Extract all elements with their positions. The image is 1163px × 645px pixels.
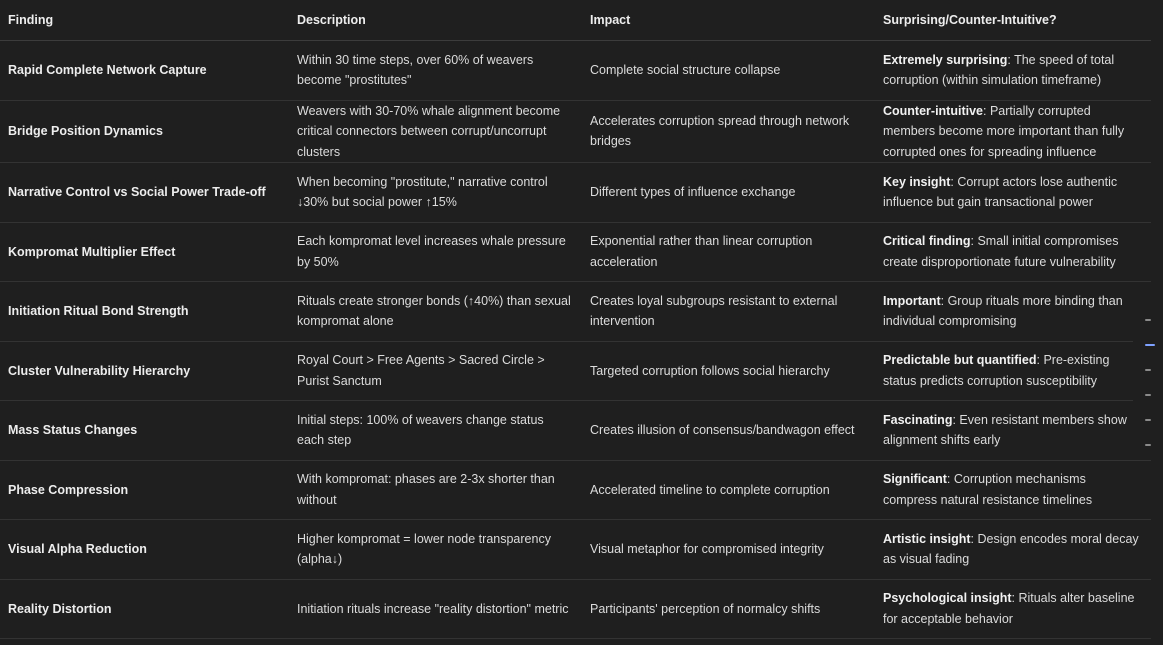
table-row [0,222,1151,282]
description-cell: With kompromat: phases are 2-3x shorter than without [289,460,582,520]
impact-cell: Participants' perception of normalcy shifts [582,579,875,639]
nav-marker[interactable] [1145,419,1151,421]
description-cell: Rituals create stronger bonds (↑40%) than sexual kompromat alone [289,282,582,342]
impact-cell: Targeted corruption follows social hierarchy [582,341,875,401]
surprise-text: : Rituals alter baseline for acceptable behavior [883,591,1135,626]
nav-marker[interactable] [1145,394,1151,396]
table-row [0,100,1151,163]
surprise-label: Counter-intuitive [883,103,983,118]
impact-cell: Creates loyal subgroups resistant to external intervention [582,282,875,342]
surprise-cell [875,100,1151,163]
finding-cell: Phase Compression [0,460,289,520]
table-row [0,520,1151,580]
table-row [0,341,1151,401]
surprise-cell [875,341,1151,401]
impact-cell: Accelerates corruption spread through network bridges [582,100,875,163]
table-row [0,579,1151,639]
surprise-label: Fascinating [883,412,953,427]
header-impact: Impact [582,0,875,41]
impact-cell: Visual metaphor for compromised integrity [582,520,875,580]
surprise-label: Significant [883,472,947,487]
header-finding: Finding [0,0,289,41]
surprise-cell [875,460,1151,520]
surprise-label: Psychological insight [883,591,1012,606]
description-cell: Initial steps: 100% of weavers change status each step [289,401,582,461]
finding-cell: Rapid Complete Network Capture [0,41,289,101]
table-header-row [0,0,1151,41]
finding-cell: Mass Status Changes [0,401,289,461]
surprise-cell [875,579,1151,639]
surprise-text: : Even resistant members show alignment shifts early [883,412,1127,448]
surprise-cell [875,222,1151,282]
surprise-cell [875,163,1151,223]
surprise-label: Predictable but quantified [883,353,1037,368]
description-cell: Weavers with 30-70% whale alignment become critical connectors between corrupt/uncorrupt clusters [289,100,582,163]
nav-marker[interactable] [1145,369,1151,371]
nav-marker[interactable] [1145,444,1151,446]
surprise-cell [875,520,1151,580]
impact-cell: Creates illusion of consensus/bandwagon effect [582,401,875,461]
table-row [0,401,1151,461]
surprise-cell [875,41,1151,101]
surprise-text: : Group rituals more binding than individual compromising [883,293,1123,329]
page-navigator[interactable] [1133,300,1163,450]
header-surprising: Surprising/Counter-Intuitive? [875,0,1151,41]
impact-cell: Different types of influence exchange [582,163,875,223]
surprise-text: : Corruption mechanisms compress natural resistance timelines [883,472,1093,507]
description-cell: Royal Court > Free Agents > Sacred Circle > Purist Sanctum [289,341,582,401]
header-description: Description [289,0,582,41]
description-cell: Initiation rituals increase "reality distortion" metric [289,579,582,639]
finding-cell: Kompromat Multiplier Effect [0,222,289,282]
description-cell: Each kompromat level increases whale pressure by 50% [289,222,582,282]
table-row [0,41,1151,101]
table-row [0,163,1151,223]
surprise-text: : Small initial compromises create disproportionate future vulnerability [883,234,1119,269]
description-cell: When becoming "prostitute," narrative control ↓30% but social power ↑15% [289,163,582,223]
impact-cell: Exponential rather than linear corruption acceleration [582,222,875,282]
finding-cell: Bridge Position Dynamics [0,100,289,163]
finding-cell: Cluster Vulnerability Hierarchy [0,341,289,401]
finding-cell: Visual Alpha Reduction [0,520,289,580]
finding-cell: Narrative Control vs Social Power Trade-off [0,163,289,223]
surprise-text: : Partially corrupted members become more important than fully corrupted ones for spreading influence [883,103,1125,159]
surprise-text: : Design encodes moral decay as visual fading [883,531,1139,567]
finding-cell: Reality Distortion [0,579,289,639]
nav-marker-active[interactable] [1145,344,1155,346]
description-cell: Higher kompromat = lower node transparency (alpha↓) [289,520,582,580]
finding-cell: Initiation Ritual Bond Strength [0,282,289,342]
surprise-cell [875,282,1151,342]
description-cell: Within 30 time steps, over 60% of weavers become "prostitutes" [289,41,582,101]
table-row [0,460,1151,520]
surprise-text: : Pre-existing status predicts corruption susceptibility [883,353,1110,388]
impact-cell: Accelerated timeline to complete corruption [582,460,875,520]
surprise-label: Critical finding [883,234,971,249]
surprise-label: Important [883,293,941,308]
nav-marker[interactable] [1145,319,1151,321]
surprise-label: Extremely surprising [883,52,1008,67]
surprise-text: : The speed of total corruption (within simulation timeframe) [883,52,1115,88]
surprise-text: : Corrupt actors lose authentic influence but gain transactional power [883,174,1118,210]
surprise-label: Key insight [883,174,951,189]
table-row [0,282,1151,342]
impact-cell: Complete social structure collapse [582,41,875,101]
surprise-label: Artistic insight [883,531,971,546]
surprise-cell [875,401,1151,461]
